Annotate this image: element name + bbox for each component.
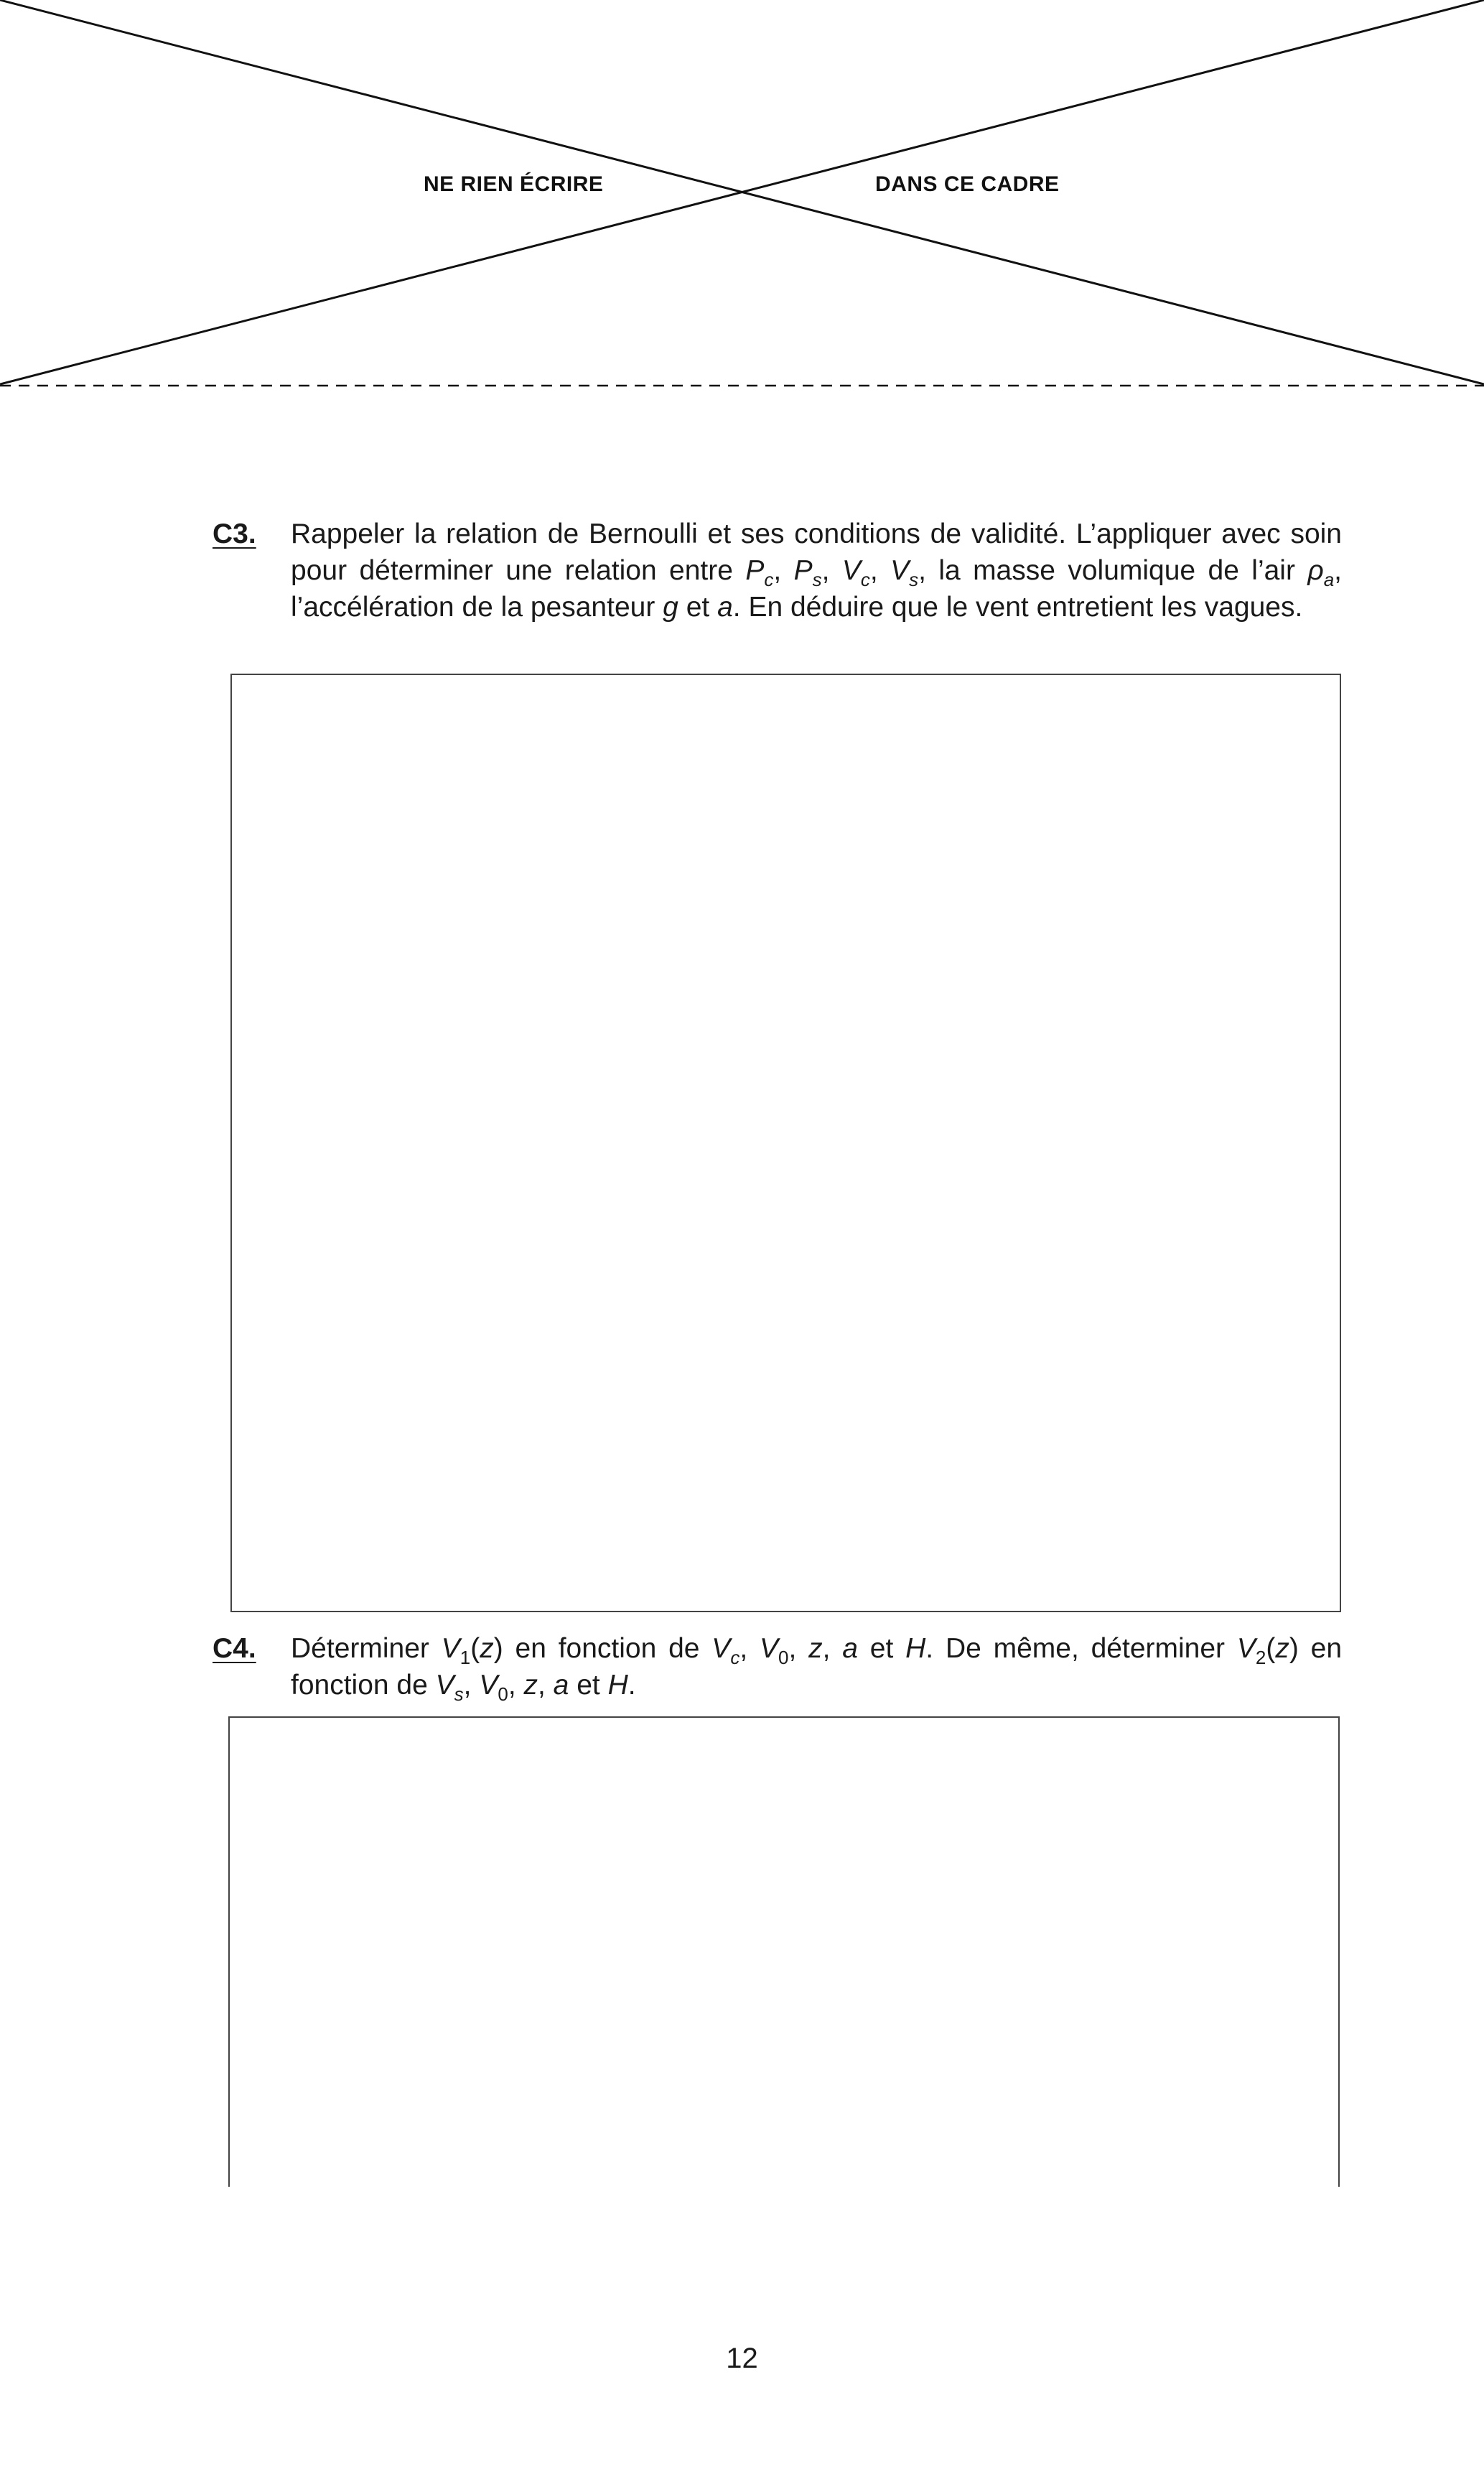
question-text: Rappeler la relation de Bernoulli et ses conditions de validité. L’appliquer avec soin pour déterminer une relation entre $P_c$, $P_s$, $V_c$, $V_s$, la masse volumique de l’air $\rho_a$, l’accélération de la pesanteur g et a. En déduire que le vent entretient les vagues. [291, 518, 1342, 623]
header-label-right: DANS CE CADRE [875, 172, 1060, 196]
page-number: 12 [726, 2343, 758, 2374]
cross-lines [0, 0, 1484, 388]
do-not-write-zone [0, 0, 1484, 388]
question-text: Déterminer $V_1(z)$ en fonction de $V_c$, $V_0$, z, a et H. De même, déterminer $V_2(z)$ en fonction de $V_s$, $V_0$, z, a et H. [291, 1633, 1343, 1705]
header-label-left: NE RIEN ÉCRIRE [424, 172, 604, 196]
answer-box-c3[interactable] [230, 674, 1341, 1612]
question-number: C3. [213, 518, 256, 549]
answer-box-c4[interactable] [228, 1716, 1340, 2187]
question-number: C4. [213, 1633, 256, 1664]
